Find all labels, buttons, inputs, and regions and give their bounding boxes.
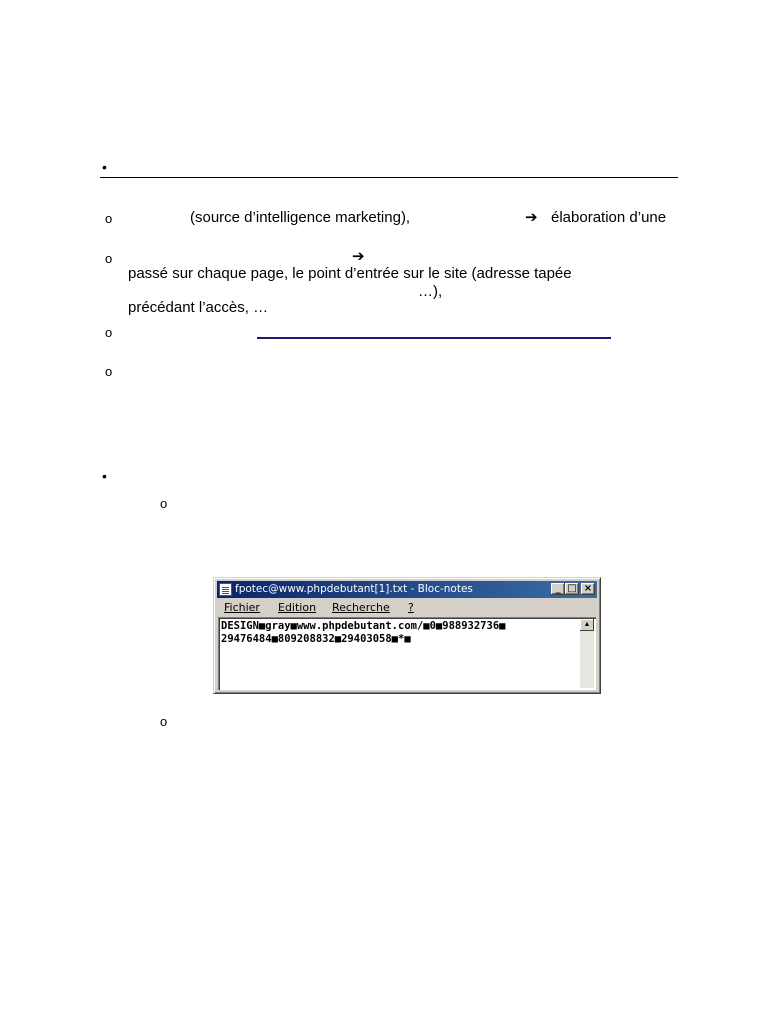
- list-marker: o: [105, 325, 113, 340]
- list-marker: o: [160, 714, 168, 729]
- list-marker: o: [160, 496, 168, 511]
- editor-line: DESIGN■gray■www.phpdebutant.com/■0■988932736■: [221, 620, 506, 632]
- text-line: …),: [418, 283, 443, 300]
- notepad-icon: [219, 583, 232, 596]
- vertical-scrollbar[interactable]: [580, 619, 594, 688]
- list-marker: o: [105, 364, 113, 379]
- bullet: •: [102, 468, 107, 484]
- list-marker: o: [105, 251, 113, 266]
- text-line: passé sur chaque page, le point d’entrée sur le site (adresse tapée: [128, 265, 572, 282]
- arrow-icon: ➔: [525, 209, 538, 226]
- text-line: élaboration d’une: [551, 209, 667, 226]
- menu-item-fichier[interactable]: Fichier: [224, 601, 260, 614]
- text-line: (source d’intelligence marketing),: [190, 209, 411, 226]
- text-line: précédant l’accès, …: [128, 299, 269, 316]
- window-title: fpotec@www.phpdebutant[1].txt - Bloc-notes: [235, 583, 473, 595]
- menu-item-edition[interactable]: Edition: [278, 601, 317, 614]
- section-divider: [100, 177, 678, 178]
- editor-content: [221, 620, 505, 646]
- bullet: •: [102, 159, 107, 175]
- list-marker: o: [105, 211, 113, 226]
- menu-item-help[interactable]: ?: [408, 601, 414, 614]
- menu-item-recherche[interactable]: Recherche: [332, 601, 390, 614]
- editor-line: 29476484■809208832■29403058■*■: [221, 633, 411, 645]
- text-editor-area[interactable]: [218, 617, 596, 690]
- maximize-button[interactable]: □: [565, 583, 579, 595]
- arrow-icon: ➔: [352, 248, 365, 265]
- scroll-up-arrow-icon[interactable]: ▲: [580, 619, 594, 631]
- close-button[interactable]: ×: [581, 583, 595, 595]
- minimize-button[interactable]: _: [551, 583, 565, 595]
- window-title-bar[interactable]: [217, 581, 597, 598]
- notepad-window: [213, 577, 601, 694]
- hyperlink-underline[interactable]: [257, 337, 611, 339]
